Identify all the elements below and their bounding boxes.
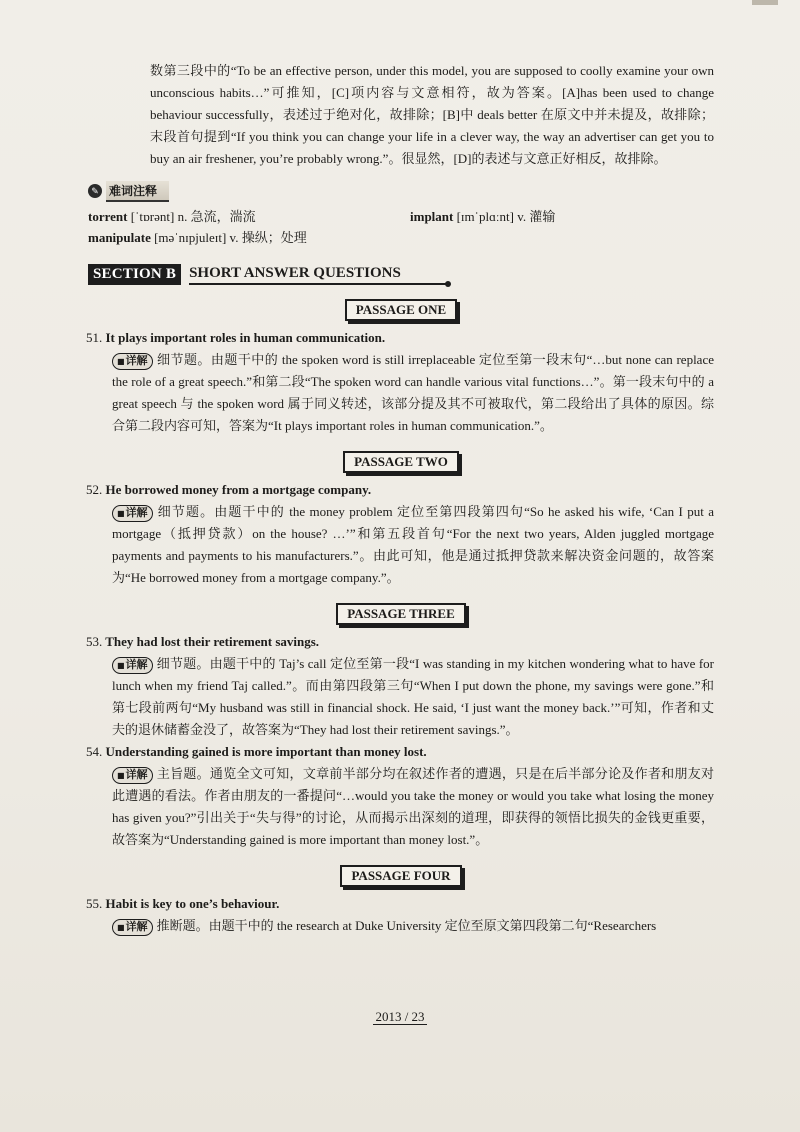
section-title: SHORT ANSWER QUESTIONS <box>189 265 447 285</box>
explanation: ■详解 推断题。由题干中的 the research at Duke University 定位至原文第四段第二句“Researchers <box>88 915 714 937</box>
passage-title: PASSAGE ONE <box>345 299 457 321</box>
passage-heading <box>88 451 714 473</box>
question: 54. Understanding gained is more important than money lost. <box>86 744 427 759</box>
vocab-entry: manipulate [məˈnɪpjuleɪt] v. 操纵；处理 <box>88 230 307 245</box>
intro-paragraph: 数第三段中的“To be an effective person, under this model, you are supposed to coolly examine your own unconscious habits…”可推知，[C]项内容与文意相符，故为答案。[A]has been used to change behaviour successfully，表述过于绝对化，故排除；[B]中 deals better 在原文中并未提及，故排除；末段首句提到“If you think you can change your life in a clever way, the way an advertiser can get you to buy an air freshener, you’re probably wrong.”。很显然，[D]的表述与文意正好相反，故排除。 <box>150 63 714 166</box>
question: 51. It plays important roles in human communication. <box>86 330 386 345</box>
passage-title: PASSAGE FOUR <box>340 865 461 887</box>
section-heading <box>88 264 714 285</box>
explanation-tag: ■详解 <box>112 767 153 784</box>
passage-heading <box>88 865 714 887</box>
question: 53. They had lost their retirement savings. <box>86 634 320 649</box>
explanation-tag: ■详解 <box>112 919 153 936</box>
section-label: SECTION B <box>88 264 181 285</box>
passage-title: PASSAGE TWO <box>343 451 459 473</box>
page-number: 2013 / 23 <box>375 1009 425 1024</box>
explanation: ■详解 细节题。由题干中的 the money problem 定位至第四段第四句“So he asked his wife, ‘Can I put a mortgage（抵押贷款）on the house? …’”和第五段首句“For the next two years, Alden juggled mortgage payments and payments to his manufacturers.”。由此可知，他是通过抵押贷款来解决资金问题的，故答案为“He borrowed money from a mortgage company.”。 <box>112 504 714 585</box>
explanation-tag: ■详解 <box>112 657 153 674</box>
explanation: ■详解 主旨题。通览全文可知，文章前半部分均在叙述作者的遭遇，只是在后半部分论及作者和朋友对此遭遇的看法。作者由朋友的一番提问“…would you take the money or would you take what losing the money has given you?”引出关于“失与得”的讨论，从而揭示出深刻的道理，即获得的领悟比损失的金钱更重要，故答案为“Understanding gained is more important than money lost.”。 <box>112 766 714 847</box>
vocab-notes-header <box>88 180 714 202</box>
question: 52. He borrowed money from a mortgage company. <box>86 482 372 497</box>
question: 55. Habit is key to one’s behaviour. <box>86 896 280 911</box>
passage-heading <box>88 603 714 625</box>
explanation-tag: ■详解 <box>112 505 153 522</box>
explanation: ■详解 细节题。由题干中的 Taj’s call 定位至第一段“I was standing in my kitchen wondering what to have for lunch when my friend Taj called.”。而由第四段第三句“When I put down the phone, my savings were gone.”和第七段前两句“My husband was still in financial shock. He said, ‘I just want the money back.’”可知，作者和丈夫的退休储蓄金没了，故答案为“They had lost their retirement savings.”。 <box>112 656 714 737</box>
passage-heading <box>88 299 714 321</box>
vocab-list <box>88 206 714 248</box>
explanation-tag: ■详解 <box>112 353 153 370</box>
content-column <box>88 60 714 937</box>
vocab-notes-label: 难词注释 <box>106 181 169 202</box>
corner-mark <box>752 0 778 5</box>
explanation: ■详解 细节题。由题干中的 the spoken word is still irreplaceable 定位至第一段末句“…but none can replace the role of a great speech.”和第二段“The spoken word can handle various vital functions…”。第一段末句中的 a great speech 与 the spoken word 属于同义转述，该部分提及其不可被取代，第二段给出了具体的原因。综合第二段内容可知，答案为“It plays important roles in human communication.”。 <box>112 352 714 433</box>
vocab-entry: implant [ɪmˈplɑːnt] v. 灌输 <box>410 209 556 224</box>
passage-title: PASSAGE THREE <box>336 603 466 625</box>
vocab-entry: torrent [ˈtɒrənt] n. 急流，湍流 <box>88 209 256 224</box>
notes-icon: ✎ <box>88 184 102 198</box>
